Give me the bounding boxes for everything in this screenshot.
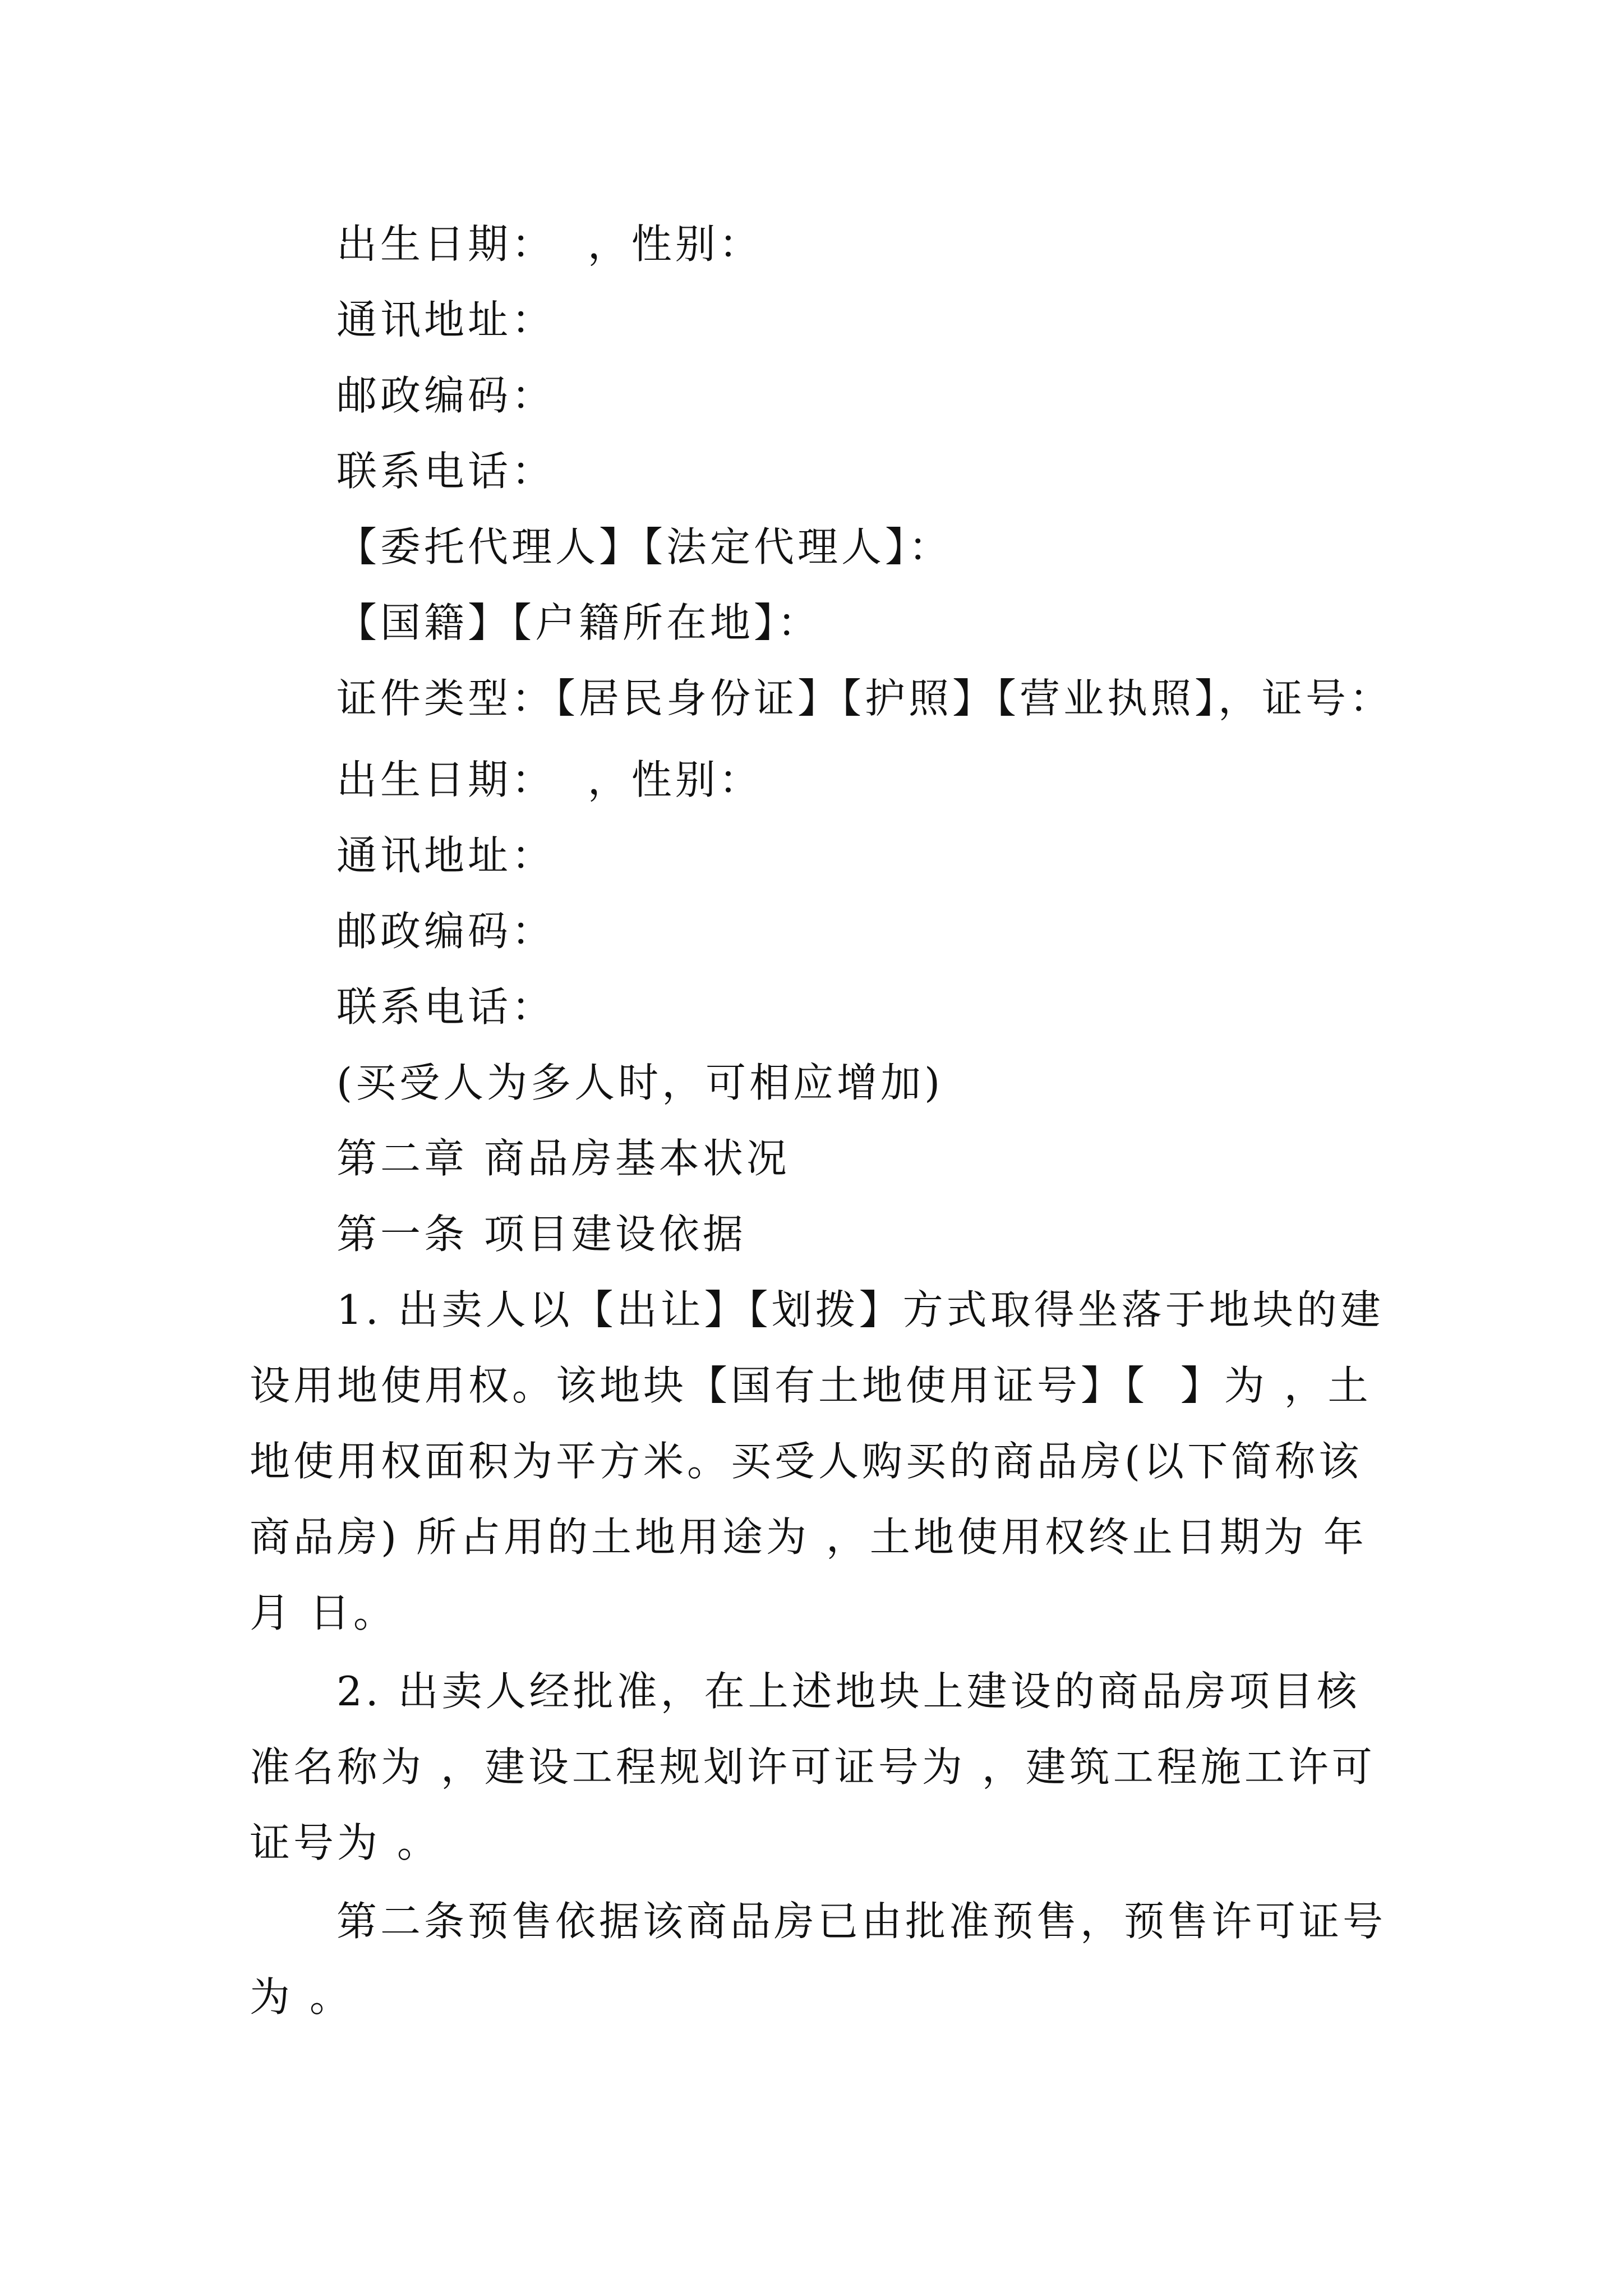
nationality-line: 【国籍】【户籍所在地】： — [336, 599, 822, 646]
para3-line-2: 为 。 — [250, 1973, 353, 2021]
multiple-buyers-note: (买受人为多人时，可相应增加) — [336, 1059, 944, 1106]
phone-line-2: 联系电话： — [336, 983, 556, 1030]
address-line-2: 通讯地址： — [336, 832, 556, 879]
article-heading: 第一条 项目建设依据 — [336, 1211, 746, 1258]
para2-line-2: 准名称为 ，建设工程规划许可证号为 ，建筑工程施工许可 — [250, 1743, 1376, 1791]
birth-date-gender-line-2: 出生日期： ，性别： — [336, 756, 763, 803]
para3-line-1: 第二条预售依据该商品房已由批准预售，预售许可证号 — [336, 1898, 1387, 1945]
postal-code-line-2: 邮政编码： — [336, 908, 556, 955]
postal-code-line-1: 邮政编码： — [336, 372, 556, 419]
chapter-heading: 第二章 商品房基本状况 — [336, 1135, 790, 1182]
id-type-line: 证件类型：【居民身份证】【护照】【营业执照】，证号： — [336, 675, 1394, 722]
para1-line-4: 商品房) 所占用的土地用途为 ，土地使用权终止日期为 年 — [250, 1513, 1367, 1561]
para1-line-5: 月 日。 — [250, 1589, 397, 1636]
para2-line-1: 2. 出卖人经批准，在上述地块上建设的商品房项目核 — [336, 1668, 1361, 1715]
agent-line: 【委托代理人】【法定代理人】： — [336, 523, 953, 570]
phone-line-1: 联系电话： — [336, 448, 556, 495]
para1-line-3: 地使用权面积为平方米。买受人购买的商品房(以下简称该 — [250, 1438, 1363, 1485]
address-line-1: 通讯地址： — [336, 296, 556, 343]
birth-date-gender-line-1: 出生日期： ，性别： — [336, 220, 763, 268]
para1-line-1: 1. 出卖人以【出让】【划拨】方式取得坐落于地块的建 — [336, 1286, 1384, 1333]
para1-line-2: 设用地使用权。该地块【国有土地使用证号】【 】为 ，土 — [250, 1362, 1372, 1409]
para2-line-3: 证号为 。 — [250, 1819, 441, 1866]
